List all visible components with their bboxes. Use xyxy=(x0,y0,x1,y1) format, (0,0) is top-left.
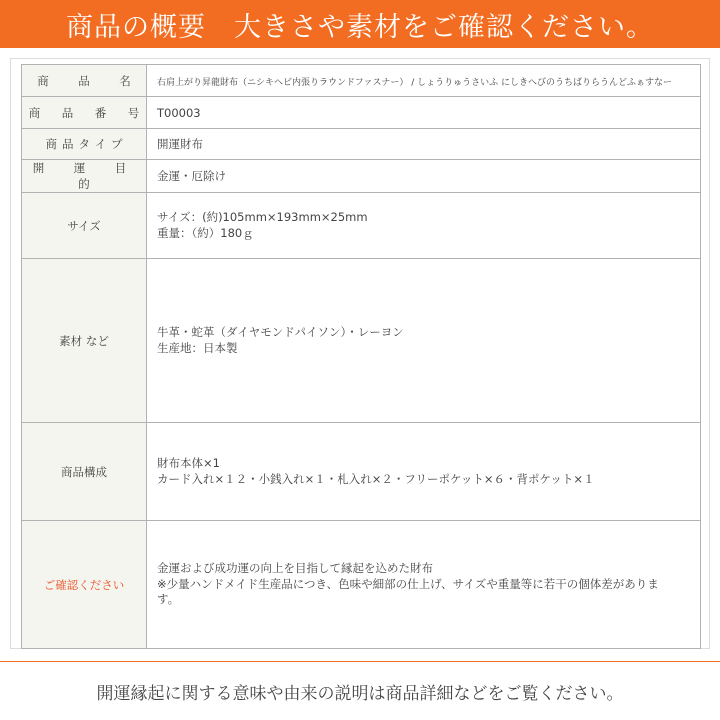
composition-parts: カード入れ×１２・小銭入れ×１・札入れ×２・フリーポケット×６・背ポケット×１ xyxy=(157,471,595,486)
material-text: 牛革・蛇革（ダイヤモンドパイソン）・レーヨン xyxy=(157,325,404,339)
notice-label: ご確認ください xyxy=(43,577,125,592)
name-label: 商 品 名 xyxy=(37,73,140,88)
type-label: 商品タイプ xyxy=(45,137,128,151)
spec-panel xyxy=(10,58,710,649)
label-cell xyxy=(22,423,147,521)
product-type: 開運財布 xyxy=(157,137,203,151)
table-row-number xyxy=(22,97,701,129)
table-row-type xyxy=(22,129,701,160)
value-cell xyxy=(147,193,701,259)
size-label: サイズ xyxy=(67,218,101,233)
value-cell xyxy=(147,65,701,97)
product-name: 右肩上がり昇龍財布（ニシキヘビ内張りラウンドファスナー） / しょうりゅうさいふ にしきへびのうちばりらうんどふぁすなー xyxy=(157,77,672,88)
spec-table xyxy=(21,64,701,649)
table-row-purpose xyxy=(22,160,701,193)
page-header xyxy=(0,0,720,48)
label-cell xyxy=(22,97,147,129)
table-row-material xyxy=(22,259,701,423)
material-label: 素材 など xyxy=(59,333,109,348)
value-cell xyxy=(147,259,701,423)
label-cell xyxy=(22,521,147,649)
purpose-label: 開 運 目 的 xyxy=(32,161,156,191)
product-purpose: 金運・厄除け xyxy=(157,169,226,183)
origin-text: 生産地：日本製 xyxy=(157,340,238,355)
number-label: 商 品 番 号 xyxy=(28,105,145,120)
table-row-name xyxy=(22,65,701,97)
notice-line-3: す。 xyxy=(157,592,180,607)
page-footer xyxy=(0,662,720,720)
value-cell xyxy=(147,521,701,649)
label-cell xyxy=(22,65,147,97)
size-weight: 重量：（約）180ｇ xyxy=(157,225,254,240)
label-cell xyxy=(22,160,156,193)
product-number: T00003 xyxy=(157,105,201,120)
table-row-composition xyxy=(22,423,701,521)
label-cell xyxy=(22,129,147,160)
composition-label: 商品構成 xyxy=(61,464,107,479)
footer-text: 開運縁起に関する意味や由来の説明は商品詳細などをご覧ください。 xyxy=(96,683,624,704)
value-cell xyxy=(147,129,701,160)
notice-line-1: 金運および成功運の向上を目指して縁起を込めた財布 xyxy=(157,561,433,576)
label-cell xyxy=(22,259,147,423)
value-cell xyxy=(147,97,701,129)
label-cell xyxy=(22,193,147,259)
header-title: 商品の概要 大きさや素材をご確認ください。 xyxy=(66,11,654,43)
size-dimensions: サイズ：(約)105mm×193mm×25mm xyxy=(157,210,368,224)
table-row-size xyxy=(22,193,701,259)
value-cell xyxy=(147,160,701,193)
table-row-notice xyxy=(22,521,701,649)
value-cell xyxy=(147,423,701,521)
composition-body: 財布本体×1 xyxy=(157,456,220,470)
notice-line-2: ※少量ハンドメイド生産品につき、色味や細部の仕上げ、サイズや重量等に若干の個体差がありま xyxy=(157,576,659,591)
